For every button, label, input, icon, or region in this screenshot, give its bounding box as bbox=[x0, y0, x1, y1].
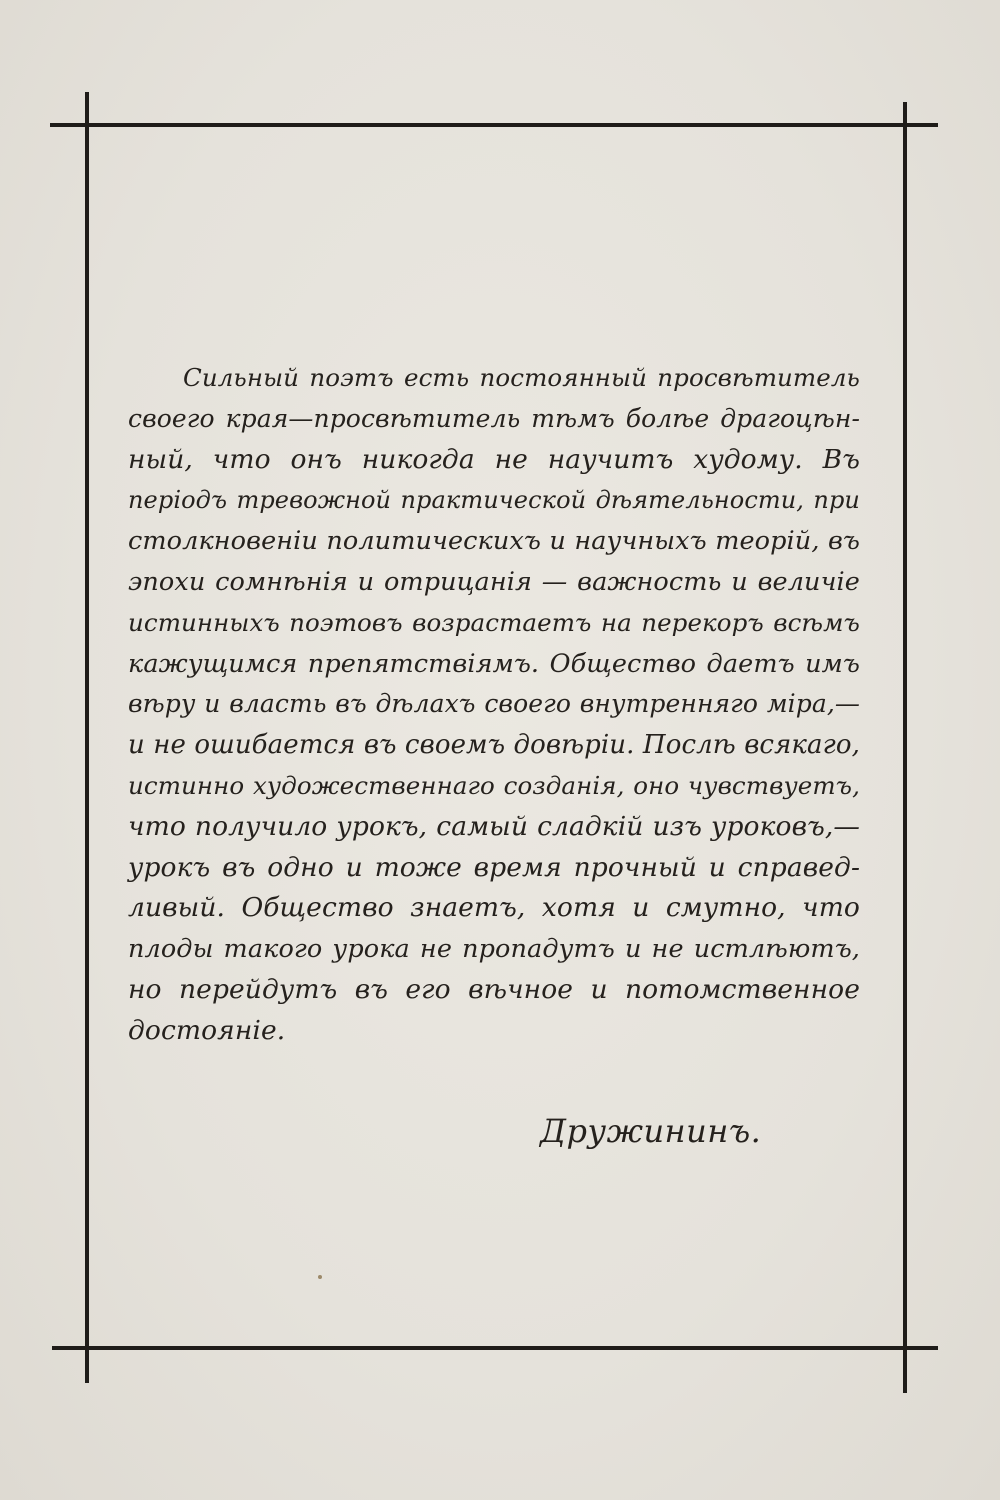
frame-rule-bottom bbox=[52, 1346, 938, 1350]
frame-rule-top bbox=[50, 123, 938, 127]
quote-paragraph bbox=[128, 358, 860, 1052]
text-line: истинныхъ поэтовъ возрастаетъ на перекоръ всѣмъ bbox=[128, 607, 860, 637]
text-line: достояніе. bbox=[128, 1014, 286, 1046]
text-line: и не ошибается въ своемъ довѣріи. Послѣ всякаго, bbox=[128, 730, 860, 761]
frame-rule-right bbox=[903, 102, 907, 1393]
text-line: эпохи сомнѣнія и отрицанія — важность и величіе bbox=[128, 566, 860, 597]
text-line: періодъ тревожной практической дѣятельности, при bbox=[128, 486, 860, 515]
text-line: вѣру и власть въ дѣлахъ своего внутренняго міра,— bbox=[128, 689, 860, 719]
text-line: истинно художественнаго созданія, оно чувствуетъ, bbox=[128, 770, 860, 800]
text-line: ный, что онъ никогда не научитъ худому. Въ bbox=[128, 443, 860, 475]
text-line: ливый. Общество знаетъ, хотя и смутно, что bbox=[128, 892, 860, 924]
text-line: кажущимся препятствіямъ. Общество даетъ имъ bbox=[128, 648, 860, 679]
text-line: своего края—просвѣтитель тѣмъ болѣе драгоцѣн- bbox=[128, 403, 860, 433]
frame-rule-left bbox=[85, 92, 89, 1383]
paper-spot bbox=[318, 1275, 322, 1279]
text-line: урокъ въ одно и тоже время прочный и справед- bbox=[128, 851, 860, 883]
text-line: Сильный поэтъ есть постоянный просвѣтитель bbox=[183, 363, 860, 392]
text-line: плоды такого урока не пропадутъ и не истлѣютъ, bbox=[128, 934, 860, 965]
text-line: столкновеніи политическихъ и научныхъ теорій, въ bbox=[128, 526, 860, 557]
text-line: но перейдутъ въ его вѣчное и потомственное bbox=[128, 973, 860, 1005]
text-line: что получило урокъ, самый сладкій изъ уроковъ,— bbox=[128, 810, 860, 842]
author-signature: Дружининъ. bbox=[540, 1112, 762, 1150]
